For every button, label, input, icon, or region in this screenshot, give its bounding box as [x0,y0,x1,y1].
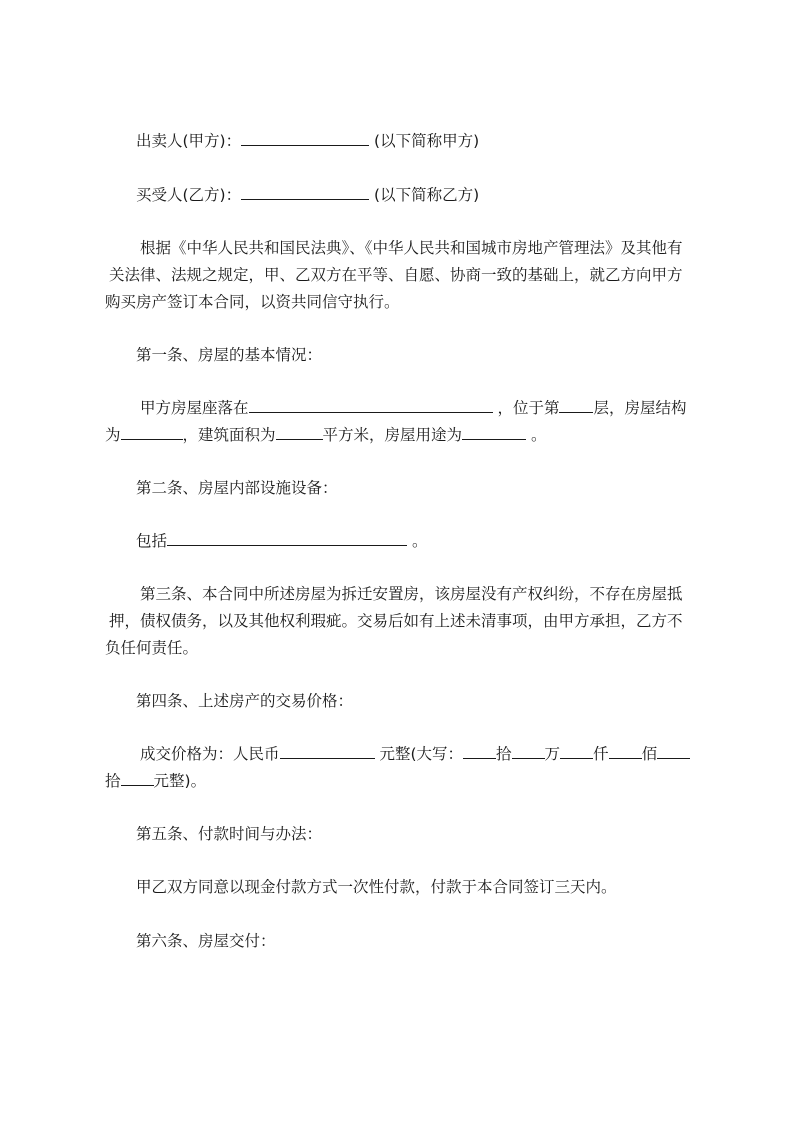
article5-text: 甲乙双方同意以现金付款方式一次性付款，付款于本合同签订三天内。 [136,878,617,896]
facilities-blank [167,531,407,546]
location-blank [249,398,493,413]
floor-blank [559,398,593,413]
article1-text-usage: 平方米，房屋用途为 [322,426,463,444]
article1-period: 。 [530,426,547,444]
price-blank-5 [657,744,690,759]
article2-line [136,531,427,551]
article4-title: 第四条、上述房产的交易价格： [136,692,354,710]
article3-line-2: 押，债权债务，以及其他权利瑕疵。交易后如有上述未清事项，由甲方承担，乙方不 [109,612,683,630]
buyer-name-blank [241,185,369,200]
article1-text-floor: ，位于第 [497,399,560,417]
seller-line [136,131,479,151]
article3-line-1: 第三条、本合同中所述房屋为拆迁安置房，该房屋没有产权纠纷，不存在房屋抵 [140,585,683,603]
buyer-suffix: (以下简称乙方) [374,186,480,204]
article3-line-3: 负任何责任。 [105,639,199,657]
article1-line-2 [105,425,547,445]
area-blank [276,425,323,440]
seller-name-blank [241,131,369,146]
price-label: 成交价格为：人民币 [140,745,280,763]
unit-yuan: 元整)。 [153,772,207,790]
article1-text-location: 甲方房屋座落在 [140,399,249,417]
article1-line-1 [140,398,686,418]
seller-suffix: (以下简称甲方) [374,132,480,150]
article1-title: 第一条、房屋的基本情况： [136,346,323,364]
price-uppercase-label: 元整(大写： [379,745,464,763]
intro-line-2: 关法律、法规之规定，甲、乙双方在平等、自愿、协商一致的基础上，就乙方向甲方 [109,266,683,284]
price-amount-blank [280,744,375,759]
article4-line-1 [140,744,690,764]
unit-shi-2: 拾 [105,772,121,790]
article2-text-include: 包括 [136,532,168,550]
price-blank-1 [463,744,496,759]
unit-qian: 仟 [593,745,609,763]
intro-line-1: 根据《中华人民共和国民法典》、《中华人民共和国城市房地产管理法》及其他有 [140,239,683,257]
buyer-label: 买受人(乙方)： [136,186,242,204]
price-blank-2 [512,744,545,759]
article1-text-structure: 层，房屋结构 [593,399,687,417]
article2-title: 第二条、房屋内部设施设备： [136,479,338,497]
unit-wan: 万 [544,745,561,763]
article1-text-area: ，建筑面积为 [182,426,276,444]
article5-title: 第五条、付款时间与办法： [136,825,323,843]
article2-period: 。 [411,532,428,550]
price-blank-4 [609,744,642,759]
article1-text-wei: 为 [105,426,121,444]
price-blank-6 [121,771,154,786]
buyer-line [136,185,479,205]
unit-bai: 佰 [641,745,658,763]
structure-blank [121,425,183,440]
unit-shi: 拾 [496,745,512,763]
intro-line-3: 购买房产签订本合同，以资共同信守执行。 [105,293,400,311]
article6-title: 第六条、房屋交付： [136,932,276,950]
price-blank-3 [560,744,593,759]
article4-line-2 [105,771,206,791]
usage-blank [462,425,526,440]
seller-label: 出卖人(甲方)： [136,132,242,150]
